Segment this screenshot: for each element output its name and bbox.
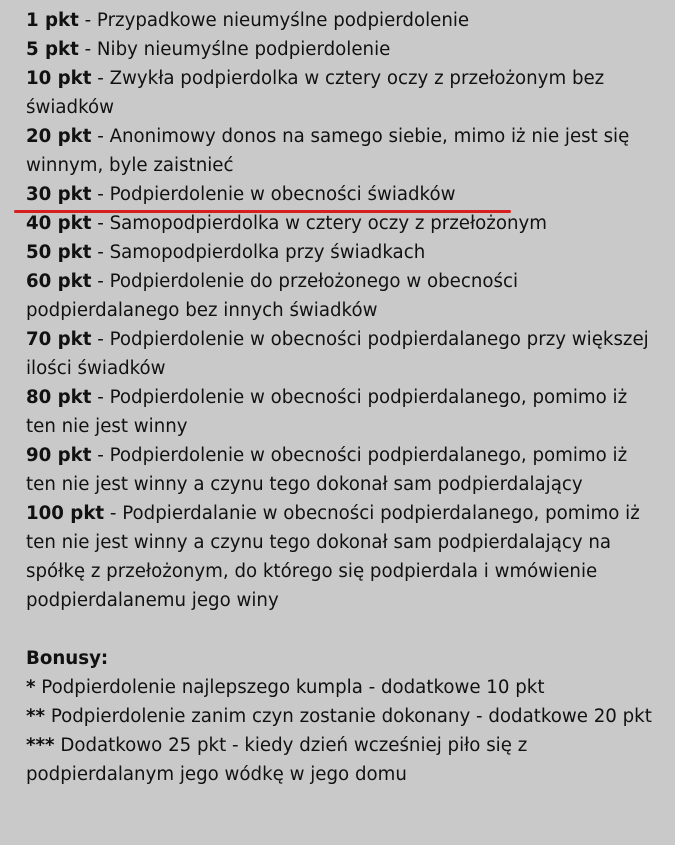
points-entry-30-highlighted	[26, 180, 656, 209]
entry-description: - Podpierdolenie w obecności podpierdalanego przy większej ilości świadków	[26, 329, 649, 379]
points-entry-60	[26, 267, 656, 325]
entry-points: 5 pkt	[26, 39, 79, 60]
entry-description: - Przypadkowe nieumyślne podpierdolenie	[78, 10, 470, 31]
bonus-stars: ***	[26, 735, 55, 756]
entry-description: - Samopodpierdolka w cztery oczy z przełożonym	[91, 213, 547, 234]
points-entry-5	[26, 35, 656, 64]
bonus-text: Podpierdolenie najlepszego kumpla - dodatkowe 10 pkt	[35, 677, 545, 698]
bonus-text: Dodatkowo 25 pkt - kiedy dzień wcześniej piło się z podpierdalanym jego wódkę w jego domu	[26, 735, 528, 785]
entry-description: - Podpierdolenie w obecności podpierdalanego, pomimo iż ten nie jest winny a czynu tego dokonał sam podpierdalający	[26, 445, 628, 495]
entry-points: 70 pkt	[26, 329, 92, 350]
points-entry-80	[26, 383, 656, 441]
points-entry-1	[26, 6, 656, 35]
entry-points: 20 pkt	[26, 126, 92, 147]
section-spacer	[26, 615, 675, 644]
entry-points: 100 pkt	[26, 503, 105, 524]
entry-points: 10 pkt	[26, 68, 92, 89]
entry-description: - Podpierdalanie w obecności podpierdalanego, pomimo iż ten nie jest winny a czynu tego dokonał sam podpierdalający na spółkę z przełożonym, do którego się podpierdala i wmówienie podpierdalanemu jego winy	[26, 503, 640, 611]
bonus-text: Podpierdolenie zanim czyn zostanie dokonany - dodatkowe 20 pkt	[45, 706, 652, 727]
entry-points: 30 pkt	[26, 184, 92, 205]
entry-description: - Anonimowy donos na samego siebie, mimo iż nie jest się winnym, byle zaistnieć	[26, 126, 630, 176]
entry-points: 80 pkt	[26, 387, 92, 408]
entry-points: 90 pkt	[26, 445, 92, 466]
entry-description: - Samopodpierdolka przy świadkach	[91, 242, 426, 263]
entry-points: 50 pkt	[26, 242, 92, 263]
points-entry-50	[26, 238, 656, 267]
bonus-item-2	[26, 702, 656, 731]
entry-points: 40 pkt	[26, 213, 92, 234]
entry-points: 60 pkt	[26, 271, 92, 292]
points-entry-10	[26, 64, 656, 122]
entry-points: 1 pkt	[26, 10, 79, 31]
points-entry-40	[26, 209, 656, 238]
points-entry-90	[26, 441, 656, 499]
entry-description: - Podpierdolenie do przełożonego w obecności podpierdalanego bez innych świadków	[26, 271, 519, 321]
points-entry-20	[26, 122, 656, 180]
entry-description: - Podpierdolenie w obecności świadków	[91, 184, 456, 205]
bonus-stars: *	[26, 677, 36, 698]
entry-description: - Podpierdolenie w obecności podpierdalanego, pomimo iż ten nie jest winny	[26, 387, 628, 437]
points-entry-70	[26, 325, 656, 383]
bonus-item-3	[26, 731, 656, 789]
points-entry-100	[26, 499, 656, 615]
entry-description: - Zwykła podpierdolka w cztery oczy z przełożonym bez świadków	[26, 68, 605, 118]
bonus-stars: **	[26, 706, 46, 727]
bonus-item-1	[26, 673, 656, 702]
bonus-heading: Bonusy:	[26, 648, 109, 669]
entry-description: - Niby nieumyślne podpierdolenie	[78, 39, 391, 60]
